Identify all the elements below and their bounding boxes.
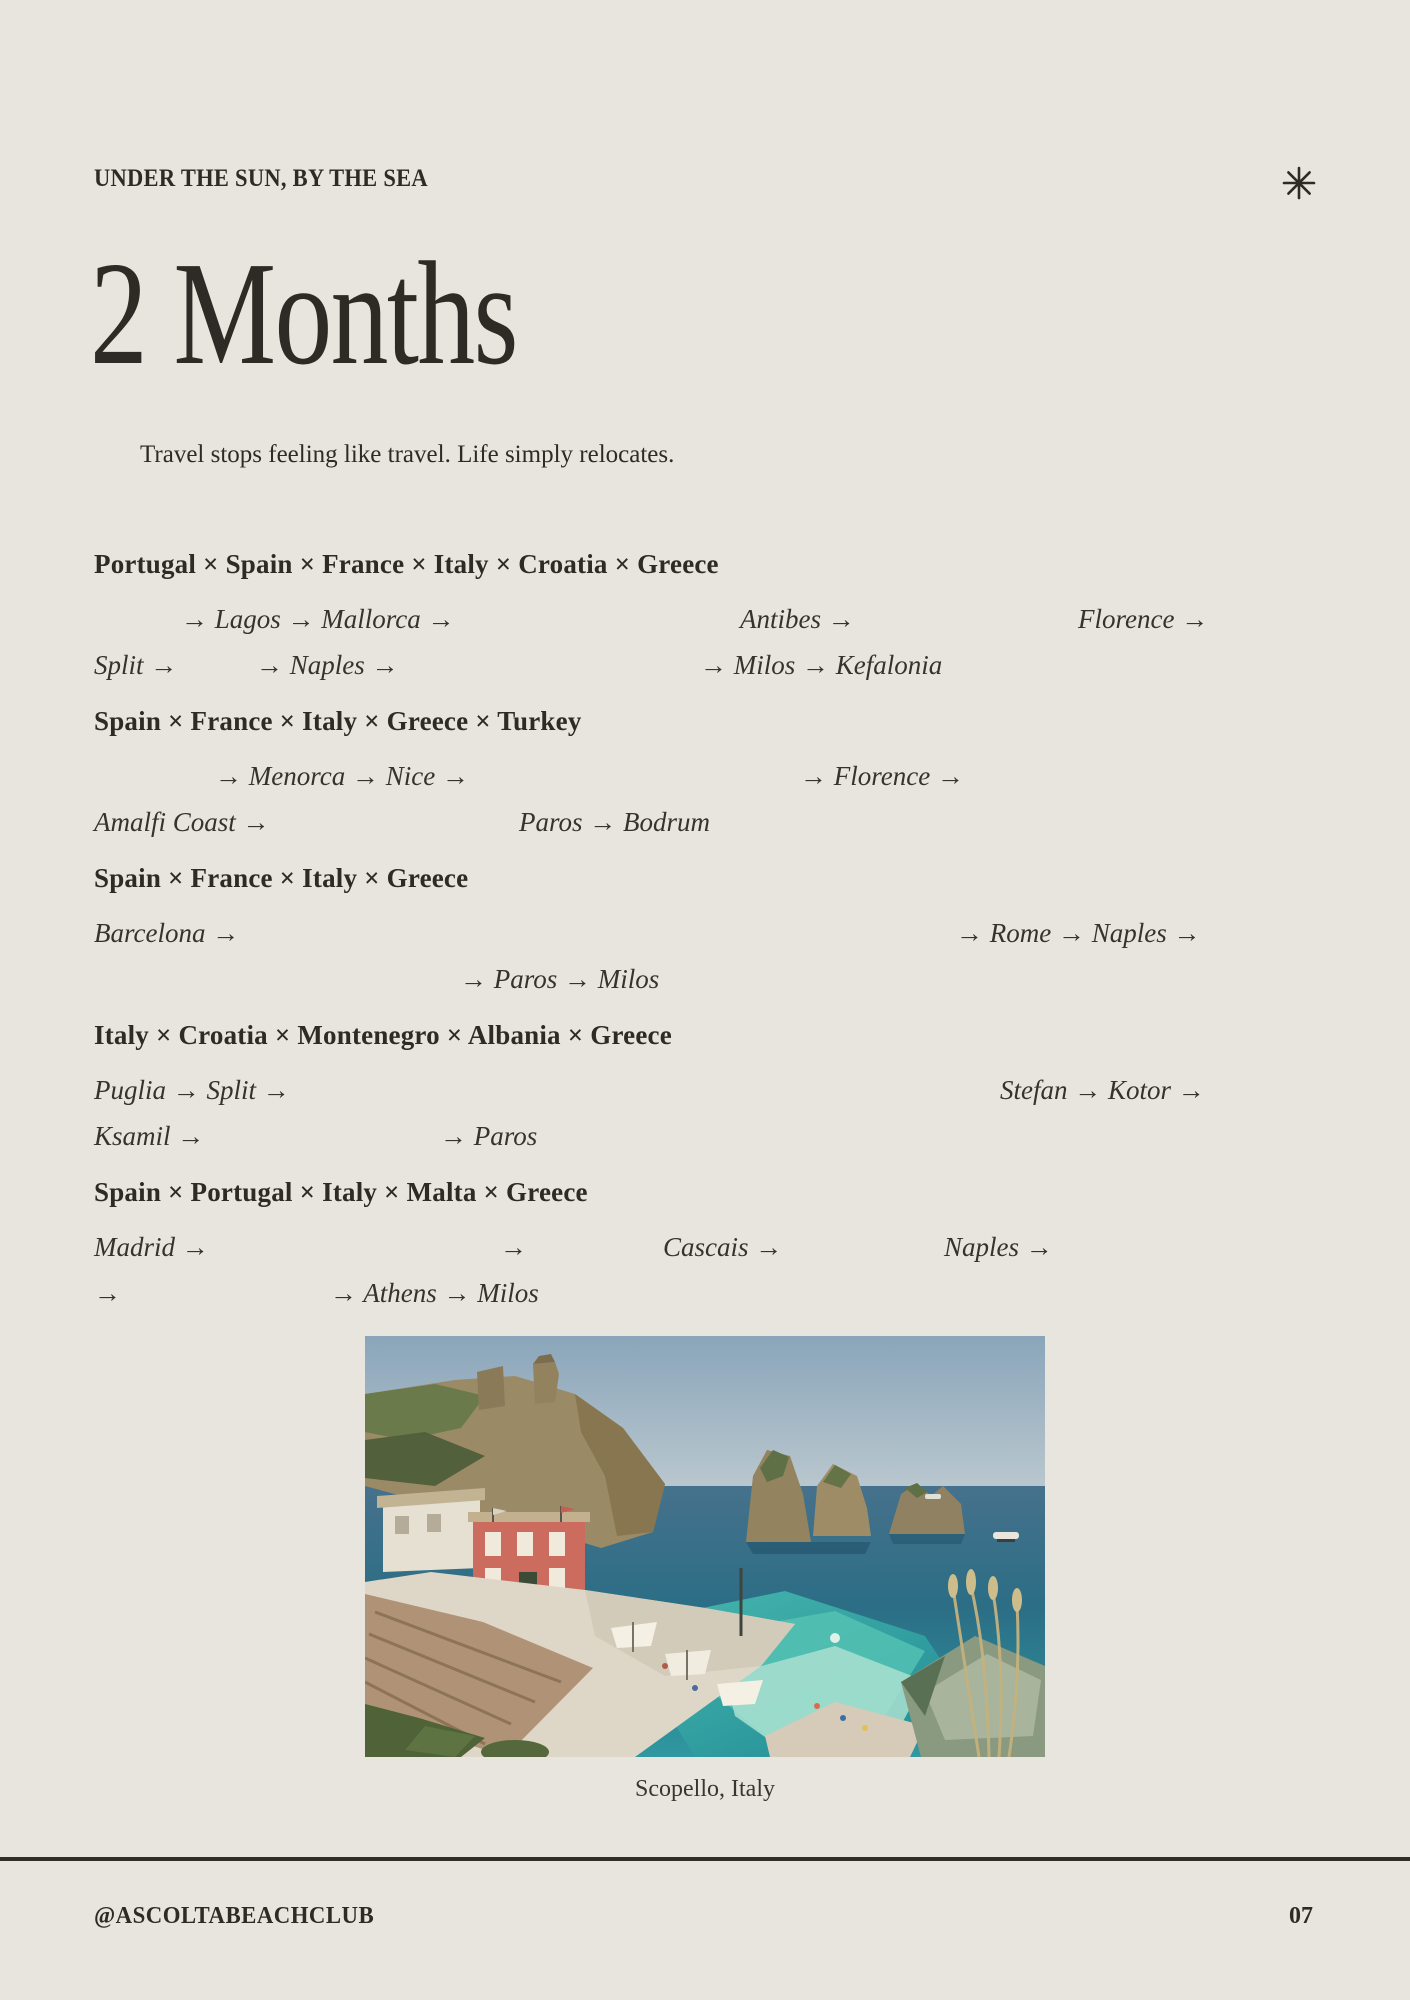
route-segment: Madrid → bbox=[94, 1232, 209, 1262]
route-line bbox=[94, 602, 1410, 638]
route-segment: Naples → bbox=[944, 1232, 1053, 1262]
route-segment: → Athens → Milos bbox=[330, 1278, 539, 1308]
route-segment: Barcelona → bbox=[94, 918, 240, 948]
route-segment: → Milos → Kefalonia bbox=[700, 650, 943, 680]
itinerary-countries: Spain × France × Italy × Greece bbox=[94, 863, 469, 893]
social-handle: @ASCOLTABEACHCLUB bbox=[94, 1903, 375, 1929]
itinerary-countries: Italy × Croatia × Montenegro × Albania × Greece bbox=[94, 1020, 672, 1050]
route-segment: → bbox=[500, 1232, 527, 1262]
itinerary-block bbox=[94, 1175, 1410, 1308]
route-segment: Stefan → Kotor → bbox=[1000, 1075, 1205, 1105]
tagline: Travel stops feeling like travel. Life simply relocates. bbox=[140, 441, 675, 468]
route-line bbox=[94, 1276, 1410, 1312]
page-kicker: UNDER THE SUN, BY THE SEA bbox=[94, 165, 428, 192]
route-line bbox=[94, 916, 1410, 952]
route-segment: → Naples → bbox=[256, 650, 399, 680]
route-segment: → Paros → Milos bbox=[460, 964, 660, 994]
route-segment: Florence → bbox=[1078, 604, 1209, 634]
itinerary-block bbox=[94, 861, 1410, 994]
route-segment: → Florence → bbox=[800, 761, 964, 791]
route-segment: Puglia → Split → bbox=[94, 1075, 290, 1105]
itinerary-countries: Spain × Portugal × Italy × Malta × Greece bbox=[94, 1177, 588, 1207]
route-line bbox=[94, 1230, 1410, 1266]
route-line bbox=[94, 805, 1410, 841]
page-title: 2 Months bbox=[90, 232, 517, 396]
photo-caption: Scopello, Italy bbox=[635, 1776, 775, 1802]
itinerary-block bbox=[94, 547, 1410, 680]
itinerary-block bbox=[94, 704, 1410, 837]
page-number: 07 bbox=[1289, 1903, 1313, 1929]
route-segment: Antibes → bbox=[740, 604, 855, 634]
scopello-photo bbox=[365, 1336, 1045, 1757]
route-line bbox=[94, 1119, 1410, 1155]
route-line bbox=[94, 648, 1410, 684]
itinerary-block bbox=[94, 1018, 1410, 1151]
route-segment: → Menorca → Nice → bbox=[215, 761, 469, 791]
route-segment: → Lagos → Mallorca → bbox=[181, 604, 455, 634]
itinerary-countries: Spain × France × Italy × Greece × Turkey bbox=[94, 706, 582, 736]
route-segment: Amalfi Coast → bbox=[94, 807, 270, 837]
route-line bbox=[94, 962, 1410, 998]
route-segment: → Rome → Naples → bbox=[956, 918, 1201, 948]
route-line bbox=[94, 759, 1410, 795]
scopello-photo-illustration bbox=[365, 1336, 1045, 1757]
route-line bbox=[94, 1073, 1410, 1109]
route-segment: Paros → Bodrum bbox=[519, 807, 711, 837]
route-segment: → Paros bbox=[440, 1121, 538, 1151]
route-segment: Cascais → bbox=[663, 1232, 783, 1262]
route-segment: → bbox=[94, 1278, 121, 1308]
footer-rule bbox=[0, 1857, 1410, 1861]
route-segment: Ksamil → bbox=[94, 1121, 205, 1151]
route-segment: Split → bbox=[94, 650, 178, 680]
itinerary-countries: Portugal × Spain × France × Italy × Croatia × Greece bbox=[94, 549, 719, 579]
